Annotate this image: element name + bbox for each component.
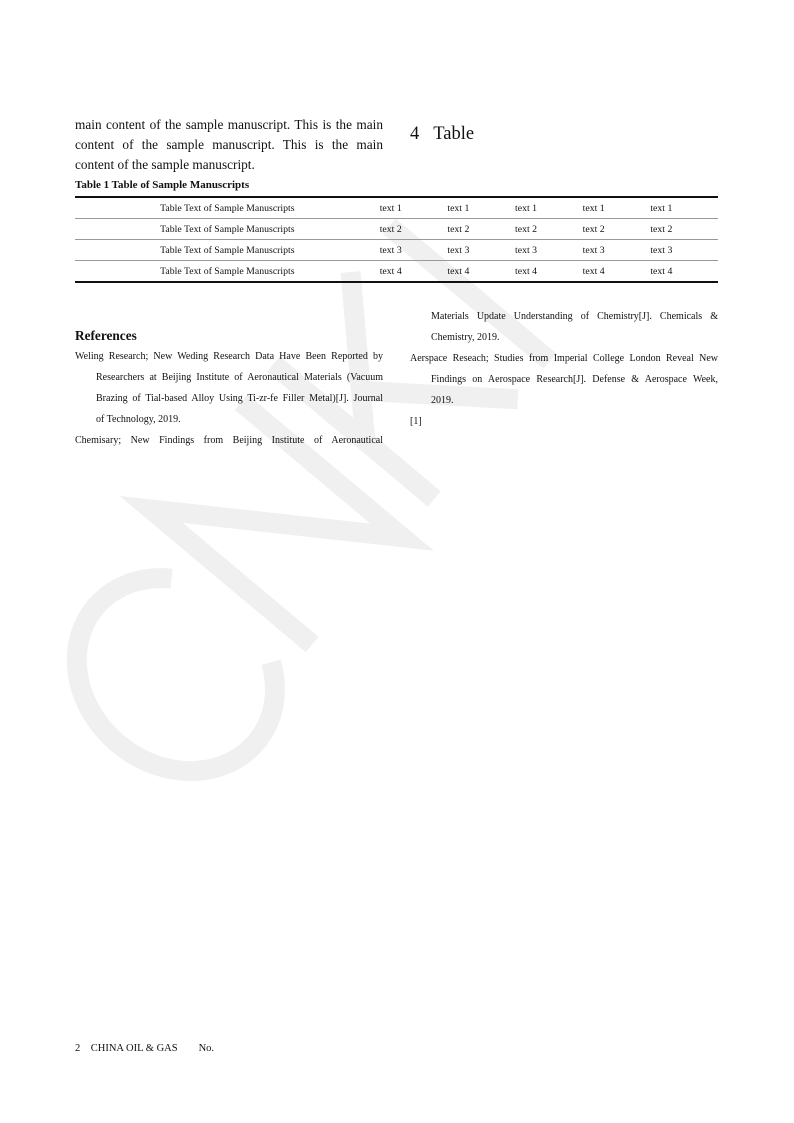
row-label-cell: Table Text of Sample Manuscripts [75,219,380,240]
page-number: 2 [75,1043,81,1054]
page-footer [75,1043,214,1054]
row-label-cell: Table Text of Sample Manuscripts [75,197,380,219]
sample-table [75,196,718,283]
reference-line: Researchers at Beijing Institute of Aeronautical Materials (Vacuum [96,372,383,383]
reference-entry [75,346,383,430]
value-cell: text 4 [650,265,673,277]
reference-line: of Technology, 2019. [96,414,181,425]
reference-line: Materials Update Understanding of Chemistry[J]. Chemicals & [431,311,718,322]
reference-line: Brazing of Tial-based Alloy Using Ti-zr-fe Filler Metal)[J]. Journal [96,393,383,404]
section-title: Table [433,124,475,144]
table-row [75,261,718,283]
table-caption: Table 1 Table of Sample Manuscripts [75,179,250,191]
value-cell: text 1 [380,197,448,219]
journal-name: CHINA OIL & GAS [90,1043,178,1054]
reference-entry [410,348,718,411]
references-heading: References [75,328,137,343]
value-cell: text 3 [515,240,583,261]
table-row [75,240,718,261]
value-cell: text 3 [583,240,651,261]
value-cell: text 3 [380,240,448,261]
table-row [75,219,718,240]
watermark-letter-c [38,553,302,811]
value-cell: text 1 [447,197,515,219]
value-cell: text 2 [650,219,718,240]
body-text-line: main content of the sample manuscript. This is the main [75,117,383,132]
reference-entry [75,430,383,451]
body-text-line: content of the sample manuscript. [75,157,255,172]
references-left-column [75,346,383,451]
value-cell: text 2 [583,219,651,240]
value-cell: text 2 [515,219,583,240]
row-label-cell: Table Text of Sample Manuscripts [75,240,380,261]
reference-line: Chemisary; New Findings from Beijing Institute of Aeronautical [75,435,383,446]
reference-line: Weling Research; New Weding Research Data Have Been Reported by [75,351,383,362]
reference-entry [410,306,718,348]
issue-label: No. [198,1043,215,1054]
references-right-column [410,306,718,432]
body-text-line: content of the sample manuscript. This is the main [75,137,383,152]
value-cell: text 1 [650,197,718,219]
table-row [75,197,718,219]
reference-line: Aerspace Reseach; Studies from Imperial College London Reveal New [410,353,718,364]
value-cell: text 2 [380,219,448,240]
value-cell: text 1 [583,197,651,219]
value-cell: text 4 [379,265,402,277]
row-label-cell: Table Text of Sample Manuscripts [160,265,295,277]
reference-entry [410,411,718,432]
section-heading [410,124,488,145]
reference-line: [1] [410,416,422,427]
value-cell: text 4 [515,265,538,277]
reference-line: Findings on Aerospace Research[J]. Defense & Aerospace Week, [431,374,718,385]
reference-line: Chemistry, 2019. [431,332,500,343]
section-number: 4 [410,124,420,144]
value-cell: text 4 [447,265,470,277]
value-cell: text 2 [447,219,515,240]
reference-line: 2019. [431,395,454,406]
value-cell: text 4 [582,265,605,277]
value-cell: text 3 [447,240,515,261]
value-cell: text 3 [650,240,718,261]
value-cell: text 1 [515,197,583,219]
